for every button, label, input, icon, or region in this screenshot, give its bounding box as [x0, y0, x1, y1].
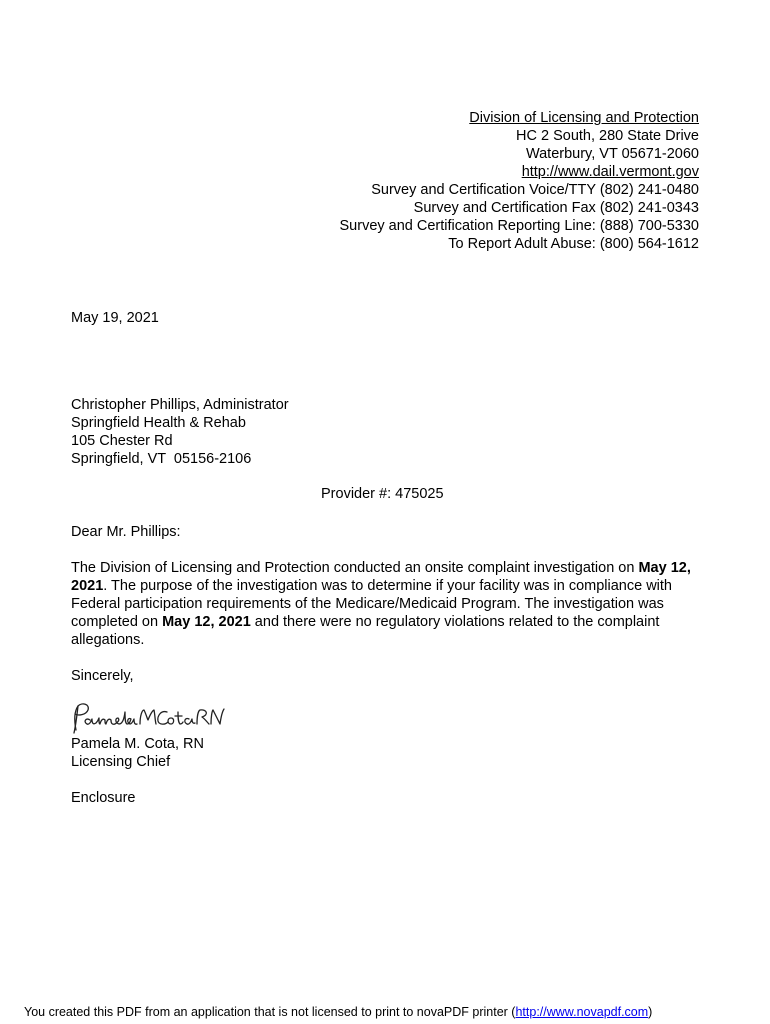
recipient-street: 105 Chester Rd [71, 433, 173, 449]
abuse-line: To Report Adult Abuse: (800) 564-1612 [448, 236, 699, 252]
signer-block [71, 735, 204, 771]
voice-line: Survey and Certification Voice/TTY (802) 241-0480 [371, 182, 699, 198]
body-text-3: and there were no regulatory violations related to the complaint allegations. [71, 614, 660, 648]
recipient-city: Springfield, VT 05156-2106 [71, 451, 252, 467]
footer-text-suffix: ) [648, 1005, 653, 1019]
body-text-1: The Division of Licensing and Protection conducted an onsite complaint investigation on [71, 560, 639, 576]
reporting-line: Survey and Certification Reporting Line: (888) 700-5330 [339, 218, 699, 234]
completion-date: May 12, 2021 [162, 614, 251, 630]
recipient-facility: Springfield Health & Rehab [71, 415, 246, 431]
footer-text-prefix: You created this PDF from an application that is not licensed to print to novaPDF printer ( [24, 1005, 516, 1019]
pdf-footer-notice [24, 1004, 652, 1020]
signer-title: Licensing Chief [71, 754, 171, 770]
recipient-name: Christopher Phillips, Administrator [71, 397, 289, 413]
signer-name: Pamela M. Cota, RN [71, 736, 204, 752]
fax-line: Survey and Certification Fax (802) 241-0343 [413, 200, 699, 216]
closing: Sincerely, [71, 668, 134, 684]
org-street: HC 2 South, 280 State Drive [516, 128, 699, 144]
letter-date: May 19, 2021 [71, 310, 159, 326]
org-city: Waterbury, VT 05671-2060 [525, 146, 699, 162]
body-text-2: . The purpose of the investigation was to determine if your facility was in compliance with Federal participation requirements of the Medicare/Medicaid Program. The investigation was completed on [71, 578, 673, 630]
org-website-link[interactable]: http://www.dail.vermont.gov [521, 164, 699, 180]
letterhead [239, 109, 699, 253]
recipient-address [71, 396, 289, 468]
salutation: Dear Mr. Phillips: [71, 524, 181, 540]
enclosure-note: Enclosure [71, 790, 136, 806]
org-name: Division of Licensing and Protection [469, 110, 699, 126]
handwritten-signature [68, 700, 228, 736]
provider-number: Provider #: 475025 [321, 486, 444, 502]
novapdf-link[interactable]: http://www.novapdf.com [515, 1005, 649, 1019]
investigation-date: May 12, 2021 [71, 560, 691, 594]
letter-body [71, 559, 701, 649]
